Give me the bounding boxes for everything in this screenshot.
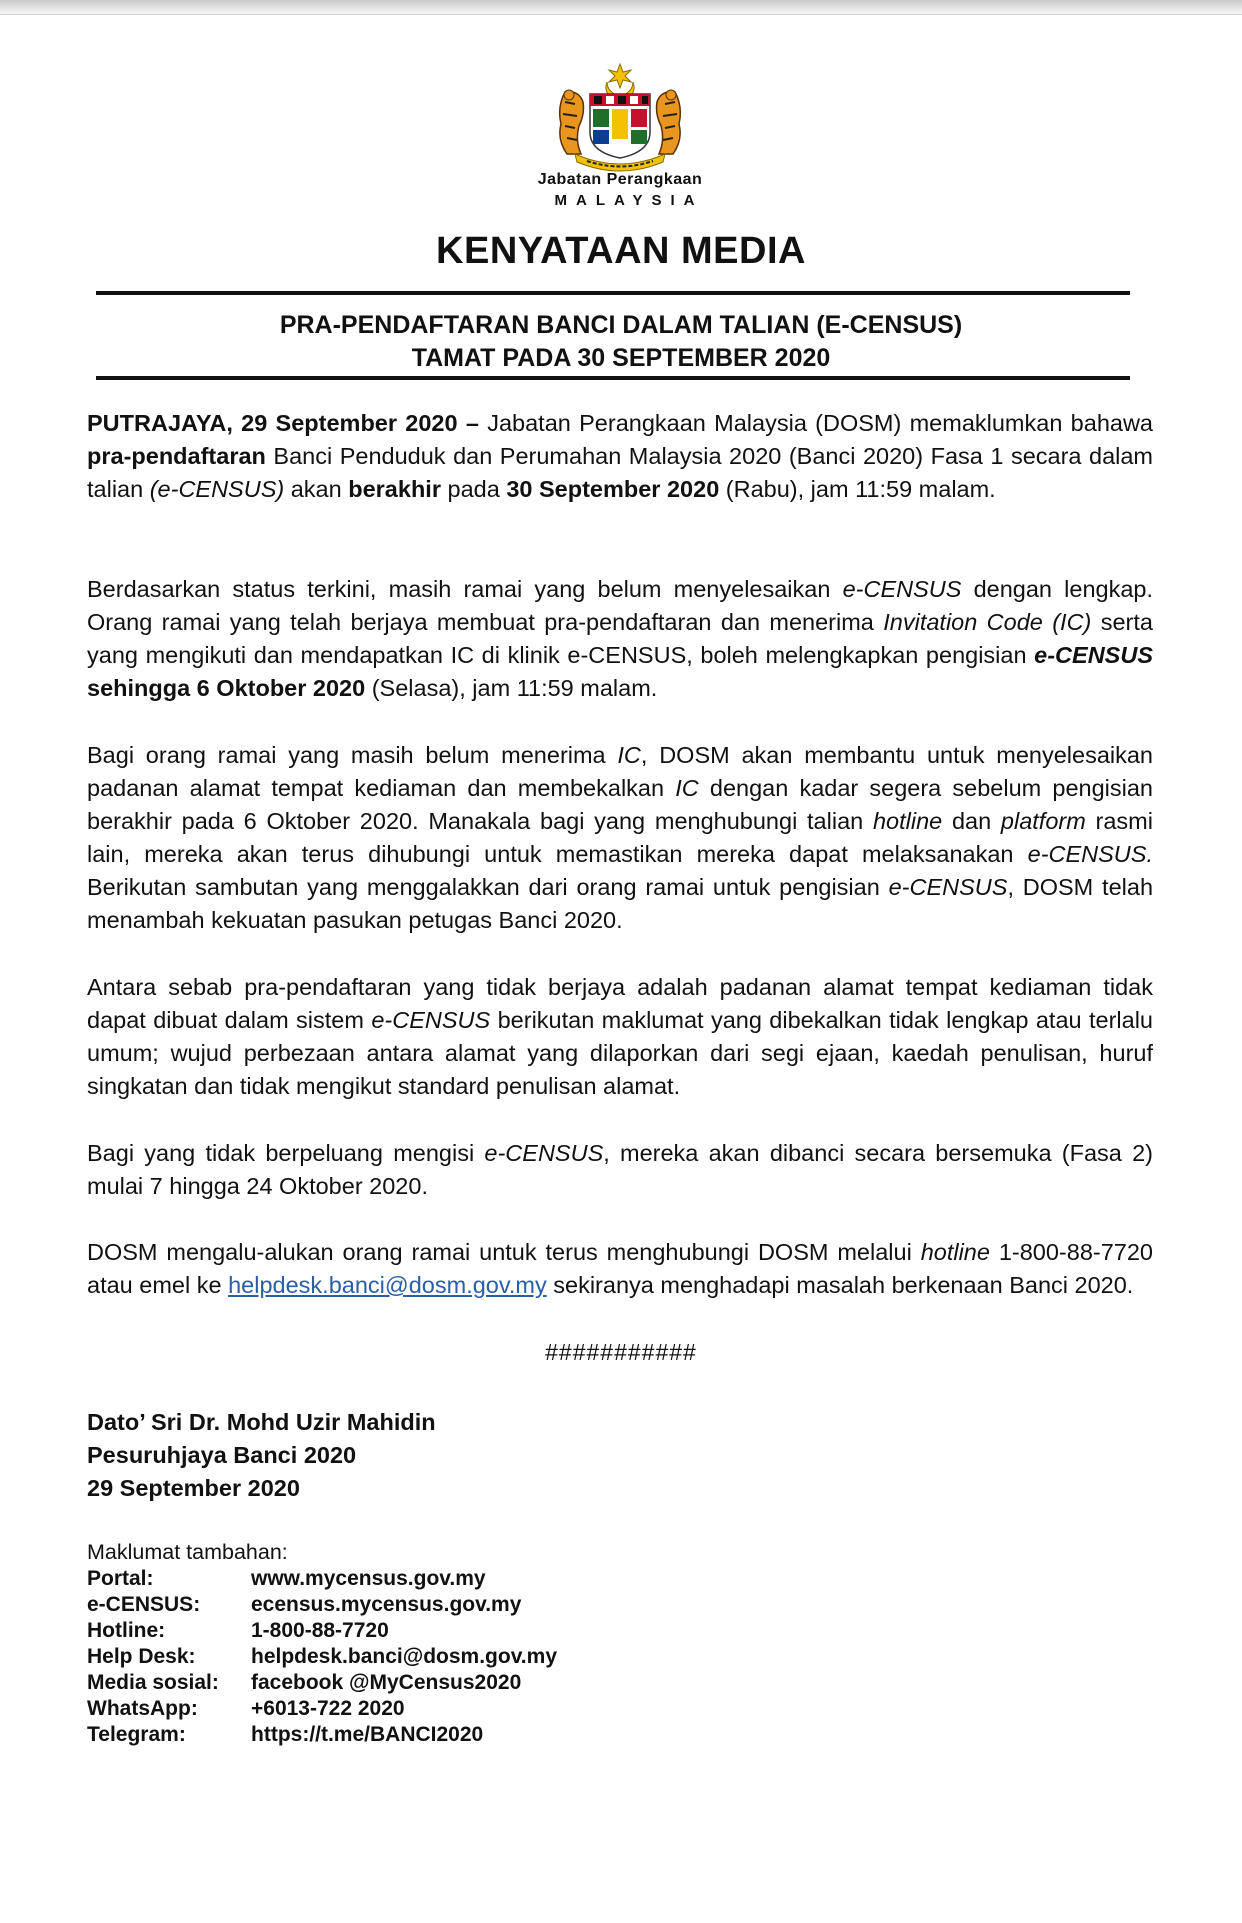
text: Bagi yang tidak berpeluang mengisi (87, 1140, 485, 1166)
signatory-position: Pesuruhjaya Banci 2020 (87, 1442, 357, 1468)
text: (Rabu), jam 11:59 malam. (719, 476, 996, 502)
info-label: e-CENSUS: (87, 1593, 201, 1616)
italic-text: e-CENSUS. (1027, 841, 1153, 867)
italic-text: IC (675, 775, 699, 801)
paragraph-3 (87, 739, 1153, 937)
end-separator: ########### (545, 1339, 697, 1365)
signature-date: 29 September 2020 (87, 1475, 300, 1501)
info-row (87, 1593, 787, 1619)
text: (Selasa), jam 11:59 malam. (365, 675, 658, 701)
info-row (87, 1567, 787, 1593)
italic-text: IC (617, 742, 641, 768)
italic-text: e-CENSUS (371, 1007, 491, 1033)
info-title: Maklumat tambahan: (87, 1540, 288, 1564)
text: Banci Penduduk dan Perumahan Malaysia 2020 (Banci 2020) Fasa 1 secara dalam talian (87, 443, 1153, 502)
divider-top (96, 291, 1130, 295)
info-label: WhatsApp: (87, 1697, 198, 1720)
signatory-name: Dato’ Sri Dr. Mohd Uzir Mahidin (87, 1409, 436, 1435)
italic-text: hotline (920, 1239, 990, 1265)
italic-text: e-CENSUS (888, 874, 1008, 900)
info-value: 1-800-88-7720 (251, 1619, 389, 1642)
text: , DOSM telah menambah kekuatan pasukan petugas Banci 2020. (87, 874, 1154, 933)
paragraph-5 (87, 1137, 1153, 1203)
bold-text: pra-pendaftaran (87, 443, 266, 469)
text: Jabatan Perangkaan Malaysia (DOSM) memaklumkan bahawa (478, 410, 1154, 436)
info-label: Help Desk: (87, 1645, 196, 1668)
text: pada (440, 476, 507, 502)
info-row (87, 1645, 787, 1671)
italic-text: platform (1000, 808, 1086, 834)
bold-text: sehingga 6 Oktober 2020 (87, 675, 366, 701)
department-name: Jabatan Perangkaan (537, 171, 703, 188)
italic-text: Invitation Code (IC) (883, 609, 1092, 635)
subtitle-line-2: TAMAT PADA 30 SEPTEMBER 2020 (411, 344, 831, 372)
info-value: +6013-722 2020 (251, 1697, 405, 1720)
text: sekiranya menghadapi masalah berkenaan Banci 2020. (546, 1272, 1134, 1298)
italic-text: (e-CENSUS) (149, 476, 285, 502)
info-row (87, 1697, 787, 1723)
text: akan (284, 476, 349, 502)
info-value: helpdesk.banci@dosm.gov.my (251, 1645, 557, 1668)
top-edge-bar (0, 0, 1242, 15)
paragraph-4 (87, 971, 1153, 1103)
text: Bagi orang ramai yang masih belum menerima (87, 742, 618, 768)
info-value: www.mycensus.gov.my (251, 1567, 486, 1590)
malaysia-coat-of-arms-icon (545, 62, 695, 172)
text: , mereka akan dibanci secara bersemuka (Fasa 2) mulai 7 hingga 24 Oktober 2020. (87, 1140, 1153, 1199)
text: , DOSM akan membantu untuk menyelesaikan padanan alamat tempat kediaman dan membekalkan (87, 742, 1154, 801)
text: DOSM mengalu-alukan orang ramai untuk terus menghubungi DOSM melalui (87, 1239, 921, 1265)
subtitle-line-1: PRA-PENDAFTARAN BANCI DALAM TALIAN (E-CENSUS) (279, 311, 963, 339)
dateline: PUTRAJAYA, 29 September 2020 – (87, 410, 479, 436)
info-row (87, 1619, 787, 1645)
info-label: Telegram: (87, 1723, 186, 1746)
info-value: ecensus.mycensus.gov.my (251, 1593, 522, 1616)
text: Antara sebab pra-pendaftaran yang tidak berjaya adalah padanan alamat tempat kediaman tidak dapat dibuat dalam sistem (87, 974, 1153, 1033)
text: serta yang mengikuti dan mendapatkan IC di klinik e-CENSUS, boleh melengkapkan pengisian (87, 609, 1153, 668)
info-label: Media sosial: (87, 1671, 219, 1694)
text: berikutan maklumat yang dibekalkan tidak lengkap atau terlalu umum; wujud perbezaan antara alamat yang dilaporkan dari segi ejaan, kaedah penulisan, huruf singkatan dan tidak mengikut standard penulisan alamat. (87, 1007, 1153, 1099)
info-value: https://t.me/BANCI2020 (251, 1723, 484, 1746)
text: Berdasarkan status terkini, masih ramai yang belum menyelesaikan (87, 576, 843, 602)
bold-text: 30 September 2020 (506, 476, 720, 502)
text: dan (942, 808, 1001, 834)
italic-text: e-CENSUS (484, 1140, 604, 1166)
email-link[interactable]: helpdesk.banci@dosm.gov.my (228, 1272, 547, 1298)
divider-bottom (96, 376, 1130, 380)
text: dengan kadar segera sebelum pengisian berakhir pada 6 Oktober 2020. Manakala bagi yang menghubungi talian (87, 775, 1154, 834)
paragraph-2 (87, 573, 1153, 705)
info-row (87, 1671, 787, 1697)
page-title: KENYATAAN MEDIA (436, 230, 806, 272)
paragraph-1 (87, 407, 1153, 506)
italic-text: hotline (872, 808, 943, 834)
bold-text: berakhir (348, 476, 441, 502)
info-label: Portal: (87, 1567, 154, 1590)
text: Berikutan sambutan yang menggalakkan dari orang ramai untuk pengisian (87, 874, 889, 900)
info-row (87, 1723, 787, 1749)
text: 1-800-88-7720 atau emel ke (87, 1239, 1153, 1298)
text: rasmi lain, mereka akan terus dihubungi untuk memastikan mereka dapat melaksanakan (87, 808, 1153, 867)
info-value: facebook @MyCensus2020 (251, 1671, 522, 1694)
department-country: MALAYSIA (554, 192, 704, 209)
italic-text: e-CENSUS (842, 576, 962, 602)
paragraph-6 (87, 1236, 1153, 1302)
info-label: Hotline: (87, 1619, 166, 1642)
text: dengan lengkap. Orang ramai yang telah berjaya membuat pra-pendaftaran dan menerima (87, 576, 1153, 635)
bold-italic-text: e-CENSUS (1034, 642, 1153, 668)
